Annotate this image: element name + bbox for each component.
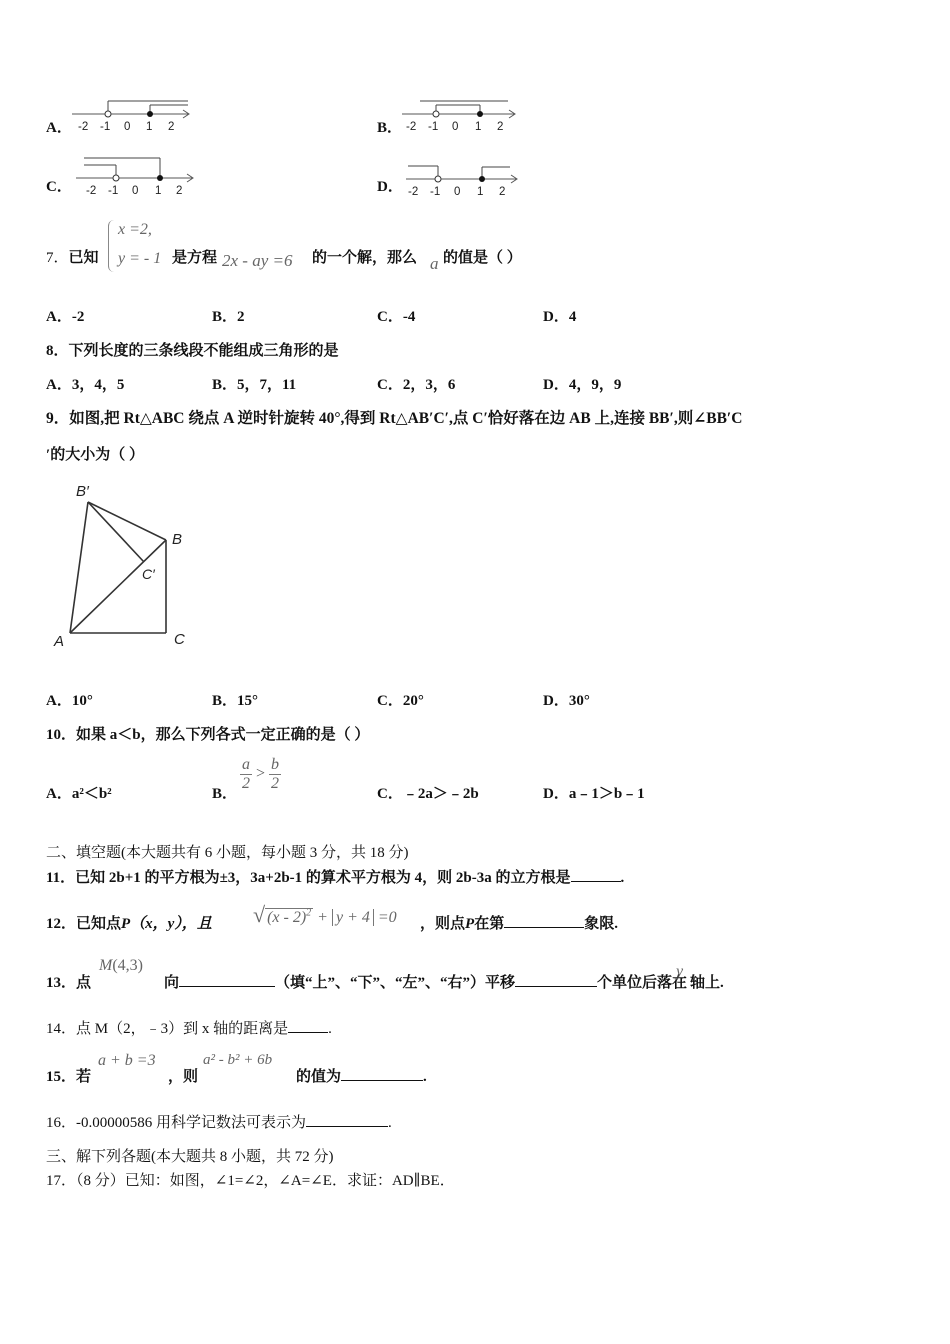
q13-mid2: （填“上”、“下”、“左”、“右”）平移 <box>275 975 516 991</box>
answer-blank[interactable] <box>179 972 275 987</box>
q8-option-b: B．5，7，11 <box>212 377 297 393</box>
q7-var-a: a <box>430 254 439 273</box>
tick-label: 2 <box>168 121 175 133</box>
q13-axis: y <box>676 963 684 980</box>
q6-option-c-label: C． <box>46 179 72 195</box>
segment-ab-prime <box>70 502 88 633</box>
answer-blank[interactable] <box>504 913 584 928</box>
tick-label: 1 <box>475 121 482 133</box>
q13-point-m: M <box>99 957 113 974</box>
tick-label: 1 <box>155 185 162 197</box>
answer-blank[interactable] <box>306 1112 388 1127</box>
tick-label: -1 <box>100 121 111 133</box>
q9-option-d: D．30° <box>543 693 590 709</box>
tick-label: -2 <box>408 186 419 198</box>
q6-option-a-label: A． <box>46 120 72 136</box>
tick-label: 0 <box>132 185 139 197</box>
tick-label: 2 <box>497 121 504 133</box>
q11-end: . <box>620 870 625 886</box>
q16-end: . <box>388 1115 392 1131</box>
q6-option-c-number-line <box>72 155 202 197</box>
answer-blank[interactable] <box>571 867 621 882</box>
q7-prefix: 已知 <box>68 250 99 266</box>
q13-prefix: 13．点 <box>46 975 92 991</box>
fraction-denominator: 2 <box>242 775 250 792</box>
q9-option-b: B．15° <box>212 693 259 709</box>
q13-mid3: 个单位后落在 <box>597 975 688 991</box>
tick-label: 0 <box>452 121 459 133</box>
q9-option-a: A．10° <box>46 693 93 709</box>
segment-ab <box>70 540 166 633</box>
q12-equation: √ (x - 2)$^2$ + y + 4 =0 <box>253 902 397 927</box>
label-b-prime: B′ <box>76 483 89 500</box>
q14 <box>46 1017 332 1038</box>
fraction-denominator: 2 <box>271 775 280 792</box>
q17: 17．（8 分）已知：如图，∠1=∠2，∠A=∠E．求证：AD∥BE． <box>46 1173 455 1189</box>
q6-option-a-number-line <box>70 96 200 136</box>
q7-stem <box>46 246 99 267</box>
q10-option-d: D．a﹣1＞b﹣1 <box>543 786 645 802</box>
q10-option-a: A．a²＜b² <box>46 786 112 802</box>
tick-label: 2 <box>176 185 183 197</box>
q8-option-a: A．3，4，5 <box>46 377 125 393</box>
answer-blank[interactable] <box>515 972 597 987</box>
q12-suffix2: 在第 <box>474 916 505 932</box>
q7-number: 7． <box>46 250 69 266</box>
tick-label: 1 <box>477 186 484 198</box>
section3-heading: 三、解下列各题(本大题共 8 小题，共 72 分) <box>46 1149 334 1165</box>
q13-body <box>164 971 687 992</box>
tick-label: 2 <box>499 186 506 198</box>
q8-option-c: C．2，3，6 <box>377 377 456 393</box>
q6-option-d-number-line <box>402 160 532 200</box>
q14-end: . <box>328 1021 332 1037</box>
q14-text: 14．点 M（2，﹣3）到 x 轴的距离是 <box>46 1021 289 1037</box>
q11-text: 11．已知 2b+1 的平方根为±3，3a+2b-1 的算术平方根为 4，则 2b-3a 的立方根是 <box>46 870 571 886</box>
segment-bb-prime <box>88 502 166 540</box>
q6-option-b-number-line <box>400 96 530 136</box>
q11 <box>46 866 624 887</box>
q15-prefix: 15．若 <box>46 1069 92 1085</box>
q15-suffix-text: 的值为 <box>296 1069 342 1085</box>
q15-mid: ，则 <box>168 1069 199 1085</box>
answer-blank[interactable] <box>341 1066 423 1081</box>
q9-stem-line1: 9．如图,把 Rt△ABC 绕点 A 逆时针旋转 40°,得到 Rt△AB′C′,点 C′恰好落在边 AB 上,连接 BB′,则∠BB′C <box>46 410 743 427</box>
q9-triangle-figure <box>48 478 198 653</box>
segment-b-prime-c-prime <box>88 502 144 562</box>
greater-than-sign: > <box>256 765 266 783</box>
q12-suffix3: 象限. <box>584 916 618 932</box>
q13-suffix: 轴上. <box>690 975 724 991</box>
q7-option-a: A．-2 <box>46 309 85 325</box>
q7-system-line1: x =2, <box>118 221 152 238</box>
q12-abs-value: y + 4 <box>332 909 374 926</box>
tick-label: -2 <box>86 185 97 197</box>
q7-system-brace <box>108 220 117 272</box>
fraction-numerator: a <box>242 756 250 773</box>
q12-exponent: 2 <box>306 907 312 919</box>
q13-point <box>99 957 143 975</box>
q6-option-b-label: B． <box>377 120 403 136</box>
q12-radicand: (x - 2) <box>267 909 307 926</box>
q10-option-c: C．﹣2a＞﹣2b <box>377 786 479 802</box>
tick-label: 0 <box>124 121 131 133</box>
q7-equation: 2x - ay =6 <box>222 251 293 270</box>
q7-system-line2: y = - 1 <box>118 250 162 267</box>
q8-stem: 8．下列长度的三条线段不能组成三角形的是 <box>46 343 339 359</box>
q7-mid: 是方程 <box>172 250 218 266</box>
q7-suffix: 的值是（ ） <box>443 250 522 266</box>
tick-label: -2 <box>78 121 89 133</box>
label-a: A <box>54 633 65 650</box>
q7-option-b: B．2 <box>212 309 245 325</box>
q12-suffix1: ，则点 <box>420 916 466 932</box>
tick-label: -1 <box>428 121 439 133</box>
q9-option-c: C．20° <box>377 693 424 709</box>
q7-option-d: D．4 <box>543 309 577 325</box>
q16 <box>46 1111 392 1132</box>
q6-option-d-label: D． <box>377 179 403 195</box>
q15-suffix <box>296 1065 427 1086</box>
tick-label: 0 <box>454 186 461 198</box>
q13-mid1: 向 <box>164 975 180 991</box>
tick-label: -1 <box>430 186 441 198</box>
q13-coords: (4,3) <box>112 957 143 974</box>
q15-condition: a + b =3 <box>98 1052 156 1069</box>
q9-stem-line2: ′的大小为（ ） <box>46 447 144 463</box>
q12-eq: =0 <box>377 909 397 926</box>
fraction-numerator: b <box>271 756 280 773</box>
tick-label: 1 <box>146 121 153 133</box>
tick-label: -1 <box>108 185 119 197</box>
q12-point: P（x，y），且 <box>121 916 212 932</box>
q12-prefix-text: 12．已知点 <box>46 916 122 932</box>
q15-expression: a² - b² + 6b <box>203 1052 273 1068</box>
answer-blank[interactable] <box>288 1018 328 1033</box>
q7-mid2: 的一个解，那么 <box>312 250 418 266</box>
q12-suffix <box>420 912 618 933</box>
q12-plus: + <box>317 909 328 926</box>
q12-prefix <box>46 912 212 933</box>
section2-heading: 二、填空题(本大题共有 6 小题，每小题 3 分，共 18 分) <box>46 845 409 861</box>
q7-option-c: C．-4 <box>377 309 416 325</box>
q8-option-d: D．4，9，9 <box>543 377 622 393</box>
q12-point-p: P <box>465 916 475 932</box>
q10-stem: 10．如果 a＜b，那么下列各式一定正确的是（ ） <box>46 727 370 743</box>
q10-option-b-expression <box>240 756 281 793</box>
q10-option-b-label: B． <box>212 786 238 802</box>
label-c-prime: C′ <box>142 566 155 582</box>
q15-end: . <box>423 1069 427 1085</box>
q16-text: 16．-0.00000586 用科学记数法可表示为 <box>46 1115 306 1131</box>
tick-label: -2 <box>406 121 417 133</box>
label-b: B <box>172 531 183 548</box>
label-c: C <box>174 631 185 648</box>
